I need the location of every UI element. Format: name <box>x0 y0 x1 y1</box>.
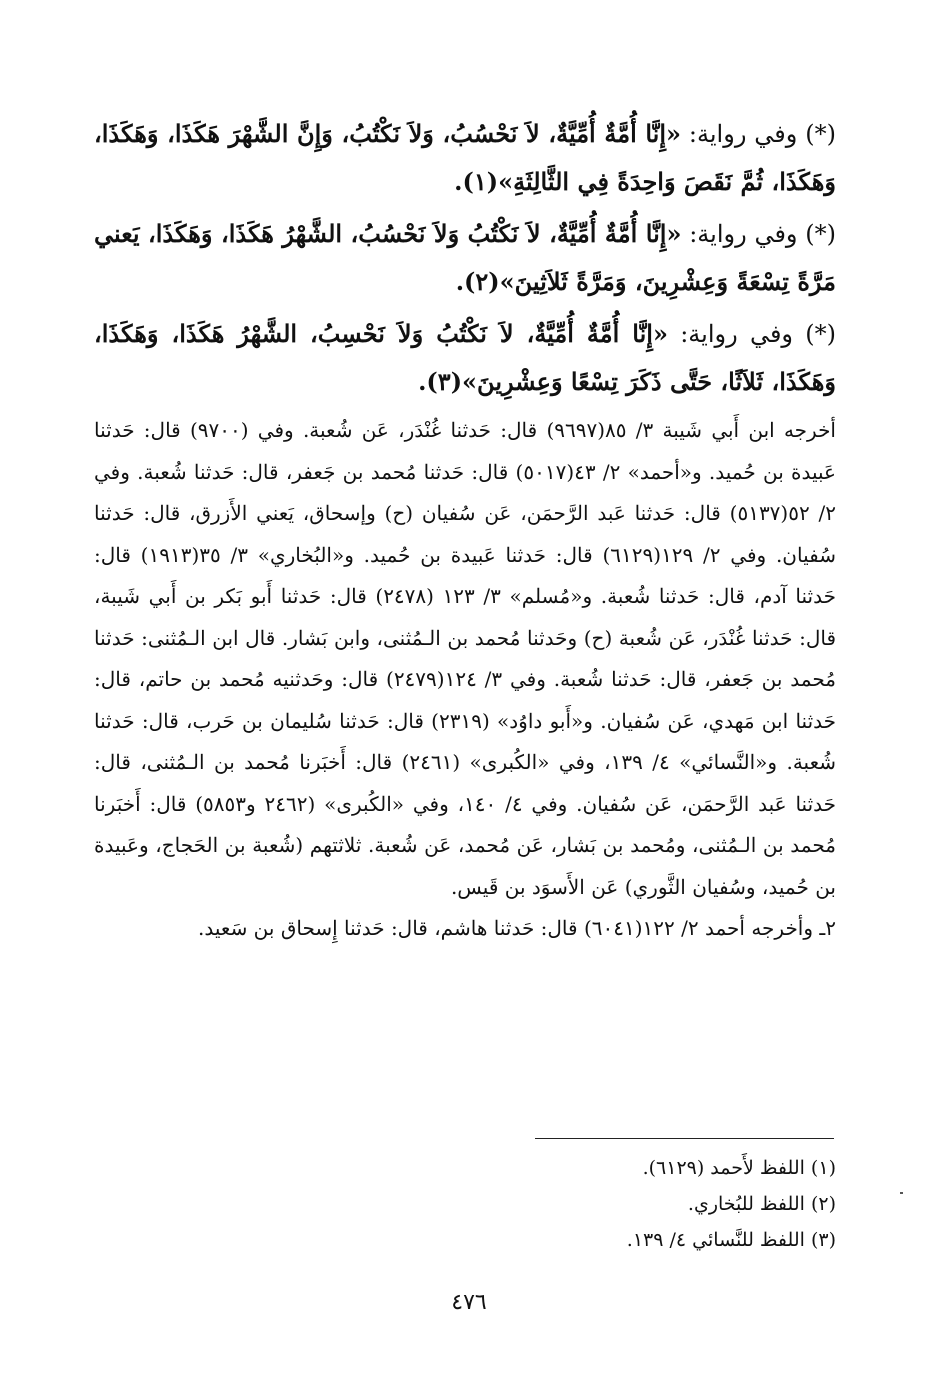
footnote-separator <box>535 1138 834 1139</box>
footnote-3: (٣) اللفظ للنَّسائي ٤/ ١٣٩. <box>626 1229 836 1251</box>
variant-text: «إِنَّا أُمَّةٌ أُمِّيَّةٌ، لاَ نَكْتُبُ وَلاَ نَحْسِبُ، الشَّهْرُ هَكَذَا، وَهَكَذَا، وَهَكَذَا، ثَلاَثًا، حَتَّى ذَكَرَ تِسْعًا وَعِشْرِينَ»(٣). <box>94 319 836 396</box>
variant-text: «إِنَّا أُمَّةٌ أُمِّيَّةٌ، لاَ نَحْسُبُ، وَلاَ نَكْتُبُ، وَإِنَّ الشَّهْرَ هَكَذَا، وَهَكَذَا، وَهَكَذَا، ثُمَّ نَقَصَ وَاحِدَةً فِي الثَّالِثَةِ»(١). <box>94 119 836 196</box>
page-number: ٤٧٦ <box>451 1290 487 1315</box>
variant-lead: (*) وفي رواية: <box>681 120 836 148</box>
second-takhrij-paragraph: ٢ـ وأخرجه أحمد ٢/ ١٢٢(٦٠٤١) قال: حَدثنا هاشم، قال: حَدثنا إِسحاق بن سَعيد. <box>198 916 836 940</box>
hadith-variant-3 <box>94 310 836 406</box>
print-speck <box>900 1192 903 1194</box>
variant-lead: (*) وفي رواية: <box>681 220 837 248</box>
variant-text: «إِنَّا أُمَّةٌ أُمِّيَّةٌ، لاَ نَكْتُبُ وَلاَ نَحْسُبُ، الشَّهْرُ هَكَذَا، وَهَكَذَا، يَعني مَرَّةً تِسْعَةً وَعِشْرِينَ، وَمَرَّةً ثَلاَثِينَ»(٢). <box>94 219 836 296</box>
hadith-variant-1 <box>94 110 836 206</box>
variant-lead: (*) وفي رواية: <box>667 320 836 348</box>
footnote-2: (٢) اللفظ للبُخاري. <box>687 1193 836 1215</box>
takhrij-paragraph: أخرجه ابن أَبي شَيبة ٣/ ٨٥(٩٦٩٧) قال: حَدثنا غُنْدَر، عَن شُعبة. وفي (٩٧٠٠) قال: حَدثنا عَبيدة بن حُميد. و«أحمد» ٢/ ٤٣(٥٠١٧) قال: حَدثنا مُحمد بن جَعفر، قال: حَدثنا شُعبة. وفي ٢/ ٥٢(٥١٣٧) قال: حَدثنا عَبد الرَّحمَن، عَن سُفيان (ح) وإسحاق، يَعني الأَزرق، قال: حَدثنا سُفيان. وفي ٢/ ١٢٩(٦١٢٩) قال: حَدثنا عَبيدة بن حُميد. و«البُخاري» ٣/ ٣٥(١٩١٣) قال: حَدثنا آدم، قال: حَدثنا شُعبة. و«مُسلم» ٣/ ١٢٣ (٢٤٧٨) قال: حَدثنا أَبو بَكر بن أَبي شَيبة، قال: حَدثنا غُنْدَر، عَن شُعبة (ح) وحَدثنا مُحمد بن الـمُثنى، وابن بَشار. قال ابن الـمُثنى: حَدثنا مُحمد بن جَعفر، قال: حَدثنا شُعبة. وفي ٣/ ١٢٤(٢٤٧٩) قال: وحَدثنيه مُحمد بن حاتم، قال: حَدثنا ابن مَهدي، عَن سُفيان. و«أَبو داوُد» (٢٣١٩) قال: حَدثنا سُليمان بن حَرب، قال: حَدثنا شُعبة. و«النَّسائي» ٤/ ١٣٩، وفي «الكُبرى» (٢٤٦١) قال: أَخبَرنا مُحمد بن الـمُثنى، قال: حَدثنا عَبد الرَّحمَن، عَن سُفيان. وفي ٤/ ١٤٠، وفي «الكُبرى» (٢٤٦٢ و٥٨٥٣) قال: أَخبَرنا مُحمد بن الـمُثنى، ومُحمد بن بَشار، عَن مُحمد، عَن شُعبة. ثلاثتهم (شُعبة بن الحَجاج، وعَبيدة بن حُميد، وسُفيان الثَّوري) عَن الأَسوَد بن قَيس. <box>94 418 836 899</box>
footnotes <box>94 1150 836 1258</box>
main-text <box>94 110 836 949</box>
hadith-variant-2 <box>94 210 836 306</box>
footnote-1: (١) اللفظ لأَحمد (٦١٢٩). <box>642 1157 836 1179</box>
